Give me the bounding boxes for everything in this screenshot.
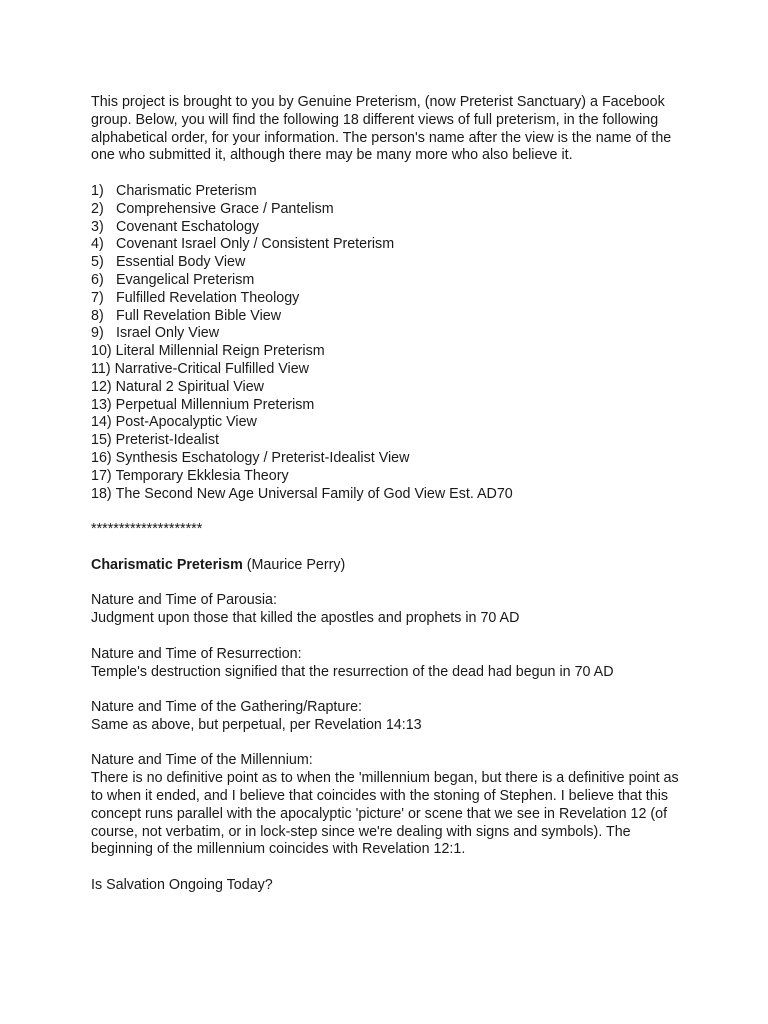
list-item-number: 9) bbox=[91, 325, 104, 342]
spacer bbox=[91, 859, 691, 877]
list-item-number: 14) bbox=[91, 414, 112, 431]
list-item-title: Charismatic Preterism bbox=[116, 182, 257, 199]
list-item-number: 10) bbox=[91, 343, 112, 360]
answer-text: Temple's destruction signified that the resurrection of the dead had begun in 70 AD bbox=[91, 663, 614, 680]
list-item bbox=[91, 254, 691, 272]
list-item bbox=[91, 219, 691, 237]
list-item-title: Covenant Israel Only / Consistent Preterism bbox=[116, 236, 395, 253]
spacer bbox=[91, 575, 691, 593]
question-label: Nature and Time of the Gathering/Rapture: bbox=[91, 699, 362, 716]
views-list bbox=[91, 183, 691, 503]
spacer bbox=[91, 628, 691, 646]
list-item bbox=[91, 432, 691, 450]
list-item bbox=[91, 272, 691, 290]
list-item bbox=[91, 325, 691, 343]
list-item-title: Natural 2 Spiritual View bbox=[115, 378, 265, 395]
list-item-title: Full Revelation Bible View bbox=[116, 307, 282, 324]
list-item bbox=[91, 236, 691, 254]
question-label: Is Salvation Ongoing Today? bbox=[91, 877, 273, 894]
list-item bbox=[91, 450, 691, 468]
list-item-title: Comprehensive Grace / Pantelism bbox=[116, 200, 334, 217]
list-item-number: 6) bbox=[91, 271, 104, 288]
list-item-title: Synthesis Eschatology / Preterist-Idealist View bbox=[115, 449, 410, 466]
section-author: (Maurice Perry) bbox=[242, 556, 346, 573]
list-item bbox=[91, 183, 691, 201]
list-item-number: 17) bbox=[91, 467, 112, 484]
list-item-title: Literal Millennial Reign Preterism bbox=[115, 343, 325, 360]
separator-line: ******************** bbox=[91, 521, 203, 538]
list-item-number: 3) bbox=[91, 218, 104, 235]
list-item-title: The Second New Age Universal Family of God View Est. AD70 bbox=[115, 485, 513, 502]
list-item-title: Evangelical Preterism bbox=[116, 271, 255, 288]
list-item-number: 2) bbox=[91, 200, 104, 217]
list-item bbox=[91, 343, 691, 361]
list-item-number: 7) bbox=[91, 289, 104, 306]
list-item bbox=[91, 468, 691, 486]
section-heading bbox=[91, 557, 691, 575]
list-item bbox=[91, 379, 691, 397]
list-item bbox=[91, 201, 691, 219]
list-item-title: Narrative-Critical Fulfilled View bbox=[114, 360, 309, 377]
list-item-number: 12) bbox=[91, 378, 112, 395]
list-item-title: Perpetual Millennium Preterism bbox=[115, 396, 315, 413]
list-item bbox=[91, 308, 691, 326]
list-item bbox=[91, 361, 691, 379]
spacer bbox=[91, 503, 691, 521]
list-item-title: Covenant Eschatology bbox=[116, 218, 260, 235]
list-item bbox=[91, 414, 691, 432]
document-page bbox=[91, 94, 691, 895]
list-item-number: 4) bbox=[91, 236, 104, 253]
answer-text: Judgment upon those that killed the apostles and prophets in 70 AD bbox=[91, 610, 520, 627]
intro-paragraph: This project is brought to you by Genuine Preterism, (now Preterist Sanctuary) a Facebook group. Below, you will find the following 18 different views of full preterism, in the following alphabetical order, for your information. The person's name after the view is the name of the one who submitted it, although there may be many more who also believe it. bbox=[91, 94, 672, 164]
list-item-title: Post-Apocalyptic View bbox=[115, 414, 257, 431]
list-item-number: 5) bbox=[91, 254, 104, 271]
list-item-number: 1) bbox=[91, 182, 104, 199]
spacer bbox=[91, 735, 691, 753]
list-item-title: Temporary Ekklesia Theory bbox=[115, 467, 289, 484]
list-item-number: 13) bbox=[91, 396, 112, 413]
list-item-number: 18) bbox=[91, 485, 112, 502]
list-item-number: 11) bbox=[91, 360, 111, 377]
section-title: Charismatic Preterism bbox=[91, 556, 243, 573]
list-item-number: 15) bbox=[91, 432, 112, 449]
list-item-title: Essential Body View bbox=[116, 254, 246, 271]
spacer bbox=[91, 539, 691, 557]
question-label: Nature and Time of Parousia: bbox=[91, 592, 277, 609]
list-item-number: 8) bbox=[91, 307, 104, 324]
question-label: Nature and Time of the Millennium: bbox=[91, 752, 313, 769]
answer-text: There is no definitive point as to when the 'millennium began, but there is a definitive point as to when it ended, and I believe that coincides with the stoning of Stephen. I believe that this concept runs parallel with the apocalyptic 'picture' or scene that we see in Revelation 12 (of course, not verbatim, or in lock-step since we're dealing with signs and symbols). The beginning of the millennium coincides with Revelation 12:1. bbox=[91, 770, 679, 858]
list-item-title: Fulfilled Revelation Theology bbox=[116, 289, 300, 306]
answer-text: Same as above, but perpetual, per Revelation 14:13 bbox=[91, 716, 422, 733]
list-item-title: Israel Only View bbox=[116, 325, 220, 342]
list-item bbox=[91, 397, 691, 415]
list-item-number: 16) bbox=[91, 449, 112, 466]
spacer bbox=[91, 681, 691, 699]
list-item bbox=[91, 486, 691, 504]
list-item bbox=[91, 290, 691, 308]
question-label: Nature and Time of Resurrection: bbox=[91, 645, 302, 662]
list-item-title: Preterist-Idealist bbox=[115, 432, 219, 449]
spacer bbox=[91, 165, 691, 183]
